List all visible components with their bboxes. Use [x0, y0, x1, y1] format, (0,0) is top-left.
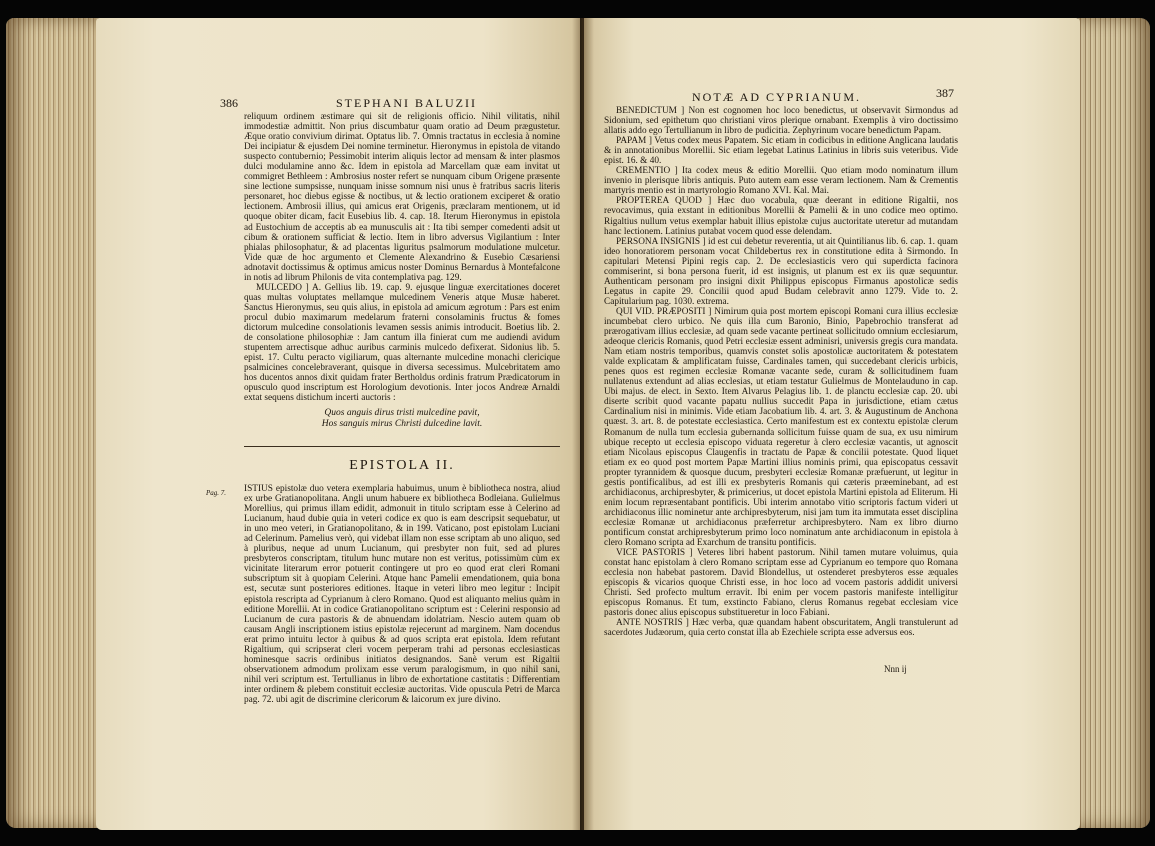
right-paragraph-2: PAPAM ] Vetus codex meus Papatem. Sic etiam in codicibus in editione Anglicana laudatis & in annotationibus Morellii. Sic etiam legebat Latinus Latinius in libris suis veteribus. Vide epist. 16. & 40. — [604, 136, 958, 167]
verse-line-2: Hos sanguis mirus Christi dulcedine lavit. — [321, 419, 483, 430]
left-page — [96, 18, 580, 830]
verse-couplet — [244, 408, 560, 430]
epistola-commentary — [244, 484, 560, 705]
right-paragraph-3: CREMENTIO ] Ita codex meus & editio Morellii. Quo etiam modo nominatum illum invenio in plerisque libris antiquis. Puto autem eam esse veram lectionem. Nam & Crementis martyris mentio est in martyrologio Romano XVI. Kal. Mai. — [604, 166, 958, 197]
left-paragraph-1: reliquum ordinem æstimare qui sit de religionis officio. Nihil vilitatis, nihil immodestiæ admittit. Non prius discumbatur quam oratio ad Deum prægustetur. Æque oratio convivium dirimat. Optatus lib. 7. Omnis tractatus in ecclesia à nomine Dei incipiatur & ejusdem Dei nomine terminetur. Hieronymus in epistola de vitando suspecto contubernio; Pessimobit interim aliquis lector ad mensam & inter plasmos dulci modulamine anno &c. Idem in epistola ad Marcellam quæ eam invitat ut commigret Bethleem : Ambrosius noster refert se nunquam cibum Origene præsente sine lectione sumpsisse, nunquam inisse somnum nisi unus è fratribus sacris literis personaret, hoc diebus egisse & noctibus, ut & lectio orationem exciperet & oratio lectionem. Ambrosii illius, qui amicus erat Origenis, præclaram mentionem, ut id quoque obiter dicam, facit Eusebius lib. 4. cap. 18. Iterum Hieronymus in epistola ad Eustochium de acceptis ab ea munusculis ait : Ita tibi semper comedenti adsit ut cibum & orationem sufficiat & lectio. Item in libro adversus Vigilantium : Inter phialas philosophatur, & ad placentas liguritus psalmorum modulatione mulcetur. Vide quæ de hoc argumento et Clemente Alexandrino & Eusebio Cæsariensi adnotavit doctissimus & optimus amicus noster Dominus Bernardus à Montefalcone in notis ad librum Philonis de vita contemplativa pag. 129. — [244, 112, 560, 283]
left-paragraph-2: MULCEDO ] A. Gellius lib. 19. cap. 9. ejusque linguæ exercitationes doceret quas multas voluptates mellamque mulcedinem Veneris atque Musæ haberet. Sanctus Hieronymus, seu quis alius, in epistola ad amicum ægrotum : Pars est enim procul dubio maximarum medelarum fraterni consolaminis fructus & fomes dictorum mulcedine consolationis levamen sessis animis introducit. Boetius lib. 2. de consolatione philosophiæ : Jam cantum illa finierat cum me audiendi avidum stupentem arrectisque adhuc auribus carminis mulcedo defixerat. Sidonius lib. 5. epist. 17. Cultu peracto vigiliarum, quas alternante mulcedine monachi clericique psalmicines concelebraverant, quisque in diversa secessimus. Mulcebritatem amo hos ducentos annos dixit quidam frater Bertholdus ordinis fratrum Prædicatorum in opusculo quod inscriptum est Horologium devotionis. Inter jocos Andreæ Arnaldi extat sequens distichum incerti auctoris : — [244, 282, 560, 404]
verse-line-1: Quos anguis dirus tristi mulcedine pavit, — [324, 408, 480, 419]
left-notes-block — [244, 112, 560, 436]
right-paragraph-1: BENEDICTUM ] Non est cognomen hoc loco benedictus, ut observavit Sirmondus ad Sidonium, sed epithetum quo christiani viros plerique ornabant. Exemplis à viro doctissimo allatis addo ego Tertullianum in libro de pudicitia. Zephyrinum vocare benedictum Papam. — [604, 106, 958, 137]
right-page-edges — [1078, 18, 1150, 828]
right-paragraph-6: QUI VID. PRÆPOSITI ] Nimirum quia post mortem episcopi Romani cura illius ecclesiæ incumbebat clero urbico. Ne quis illa cum Baronio, Binio, Papebrochio transferat ad prærogativam illius ecclesiæ, ad quam sede vacante pertineat sollicitudo omnium ecclesiarum, adeoque clericis Romanis, quod Petri ecclesiæ essent adminisri, universis gregis cura mandata. Nam etiam nostris temporibus, quamvis constet solis apostolicæ auctoritatem & potestatem valde explicatam & amplificatam fuisse, Cardinales tamen, qui succedebant clericis urbicis, penes quos est regimen ecclesiæ Romanæ vacante sede, curam & sollicitudinem fuam nullatenus extendunt ad alias ecclesias, ut etiam testatur Gulielmus de Montelauduno in cap. Ubi majus. de elect. in Sexto. Item Alvarus Pelagius lib. 1. de planctu ecclesiæ cap. 20. ubi diserte scribit quod vacante papatu nullius succedit Papa in jurisdictione, etiam cætus Cardinalium nisi in minimis. Vide etiam Jacobatium lib. 4. art. 3. & Augustinum de Anchona quæst. 3. art. 8. de potestate ecclesiastica. Certo manifestum est ex contextu epistolæ clerum Romanum de nulla tum ecclesia gubernanda sollicitum fuisse quam de sua, ex usu nimirum ubique recepto ut ecclesia episcopo viduata regeretur à clero ecclesiæ vacantis, ut agnoscit etiam Nicolaus episcopus Claugenfis in tractatu de Papæ & concilii potestate. Quod liquet etiam ex eo quod post mortem Papæ Martini illius nominis primi, qua episcopatus cessavit propter tyrannidem & quosque ducum, presbyteri ecclesiæ Romanæ præfuerunt, ut legitur in gestis pontificalibus, ad est illi ex presbyteris Romanis qui cæteris præeminebant, ad est archidiaconus, archipresbyter, & primicerius, ut docet epistola Martini epistola ad Eliterum. Hi enim locum repræsentabant pontificis. Ubi interim annotabo vitio scriptoris factum videri ut archidiaconus illic nominetur ante archipresbyterum, nisi jam tum ita immutata esset disciplina ecclesiæ Romanæ ut archidiaconus præferretur archipresbytero. Nam ex libro diurno pontificum constat archipresbyterum primo loco nominatum ante archidiaconum in epistola à clero Romano scripta ad Exarchum de transitu pontificis. — [604, 306, 958, 549]
right-paragraph-4: PROPTEREA QUOD ] Hæc duo vocabula, quæ deerant in editione Rigaltii, nos revocavimus, quia exstant in editionibus Morellii & Pamelii & in uno codice meo optimo. Rigaltius nullum vetus exemplar habuit illius epistolæ cujus auctoritate uteretur ad mutandam hanc lectionem. Latinius putabat vocem quod esse delendam. — [604, 196, 958, 237]
right-page-number: 387 — [936, 86, 954, 100]
margin-note: Pag. 7. — [206, 489, 227, 497]
left-page-edges — [6, 18, 102, 828]
book-gutter — [572, 18, 594, 830]
right-page — [584, 18, 1080, 830]
left-page-number: 386 — [220, 96, 238, 110]
chapter-heading: EPISTOLA II. — [349, 458, 455, 473]
right-paragraph-5: PERSONA INSIGNIS ] id est cui debetur reverentia, ut ait Quintilianus lib. 6. cap. 1. quam ideo honoratiorem personam vocat Childebertus rex in constitutione edita à Sirmondo. In capitulari Metensi Pipini regis cap. 2. De ecclesiasticis vero qui superdicta facinora commiserint, si bona persona fuerit, id est insignis, ut planum est ex iis quæ sequuntur. Authenticam personam pro insigni dixit Philippus episcopus Firmanus apostolicæ sedis Legatus in capite 29. Concilii quod apud Budam celebravit anno 1279. Vide to. 2. Capitularium pag. 1030. extrema. — [604, 236, 958, 307]
left-running-title: STEPHANI BALUZII — [336, 96, 477, 110]
section-rule — [244, 446, 560, 447]
right-running-title: NOTÆ AD CYPRIANUM. — [692, 90, 862, 104]
right-paragraph-7: VICE PASTORIS ] Veteres libri habent pastorum. Nihil tamen mutare voluimus, quia constat hanc epistolam à clero Romano scriptam esse ad Cyprianum eo tempore quo Romana ecclesia non habebat pastorem. David Blondellus, ut ostenderet presbyteros esse æquales episcopis & vicarios quoque Christi esse, in hoc loco ad vocem pastoris addidit universi Christi. Sed profecto multum erravit. Ibi enim per vocem pastoris manifeste intelligitur episcopus Romanus. Et tum, exstincto Fabiano, clerus Romanus regebat ecclesiam vice pastoris donec alius episcopus substitueretur in loco Fabiani. — [604, 548, 958, 619]
right-notes-block — [604, 106, 958, 638]
right-paragraph-8: ANTE NOSTRIS ] Hæc verba, quæ quandam habent obscuritatem, Angli transtulerunt ad sacerdotes Judæorum, quia certo constat illa ab Ezechiele scripta esse adversus eos. — [604, 618, 958, 639]
signature-mark: Nnn ij — [884, 664, 907, 674]
epistola-paragraph: ISTIUS epistolæ duo vetera exemplaria habuimus, unum è bibliotheca nostra, aliud ex urbe Gratianopolitana. Angli unum habuere ex bibliotheca Bodleiana. Gulielmus Morellius, qui primus illam edidit, admonuit in titulo scriptam esse à Celerino ad Lucianum, haud dubie quia in veteri codice ex quo is eam descripsit sequebatur, ut in uno meo veteri, in Gratianopolitano, & in 199. Vaticano, post epistolam Luciani ad Celerinum. Pamelius verò, qui videbat illam non esse scriptam ab uno aliquo, sed à pluribus, neque ad unum Lucianum, qui presbyter non fuit, sed ad plures presbyteros conscriptam, titulum hunc mutare non est veritus, potissimùm cùm ex vicinitate literarum error potuerit contingere ut pro eo quod erat cleri Romani subscriptum sit à quopiam Celerini. Atque hanc Pamelii emendationem, quia bona est, secutæ sunt posteriores editiones. Itaque in veteri libro meo legitur : Incipit epistola rescripta ad Cyprianum à clero Romano. Quod est aliquanto melius quàm in editione Morellii. At in codice Gratianopolitano scriptum est : Celerini responsio ad Lucianum de cura pastoris & de abnuendam idolatriam. Nescio autem quam ob causam Angli inscriptionem istius epistolæ rejecerunt ad marginem. Nam docendus erat primo intuitu lector à quibus & ad quos scripta erat epistola. Idem refutant Rigaltium, qui scripserat cleri vocem perperam trahi ad personas ecclesiasticas hominesque sacris ordinibus initiatos designandos. Sanè verum est Rigaltii observationem admodum prolixam esse verum paralogismum, in quo nihil sani, nihil veri scriptum est. Tertullianus in libro de exhortatione castitatis : Differentiam inter ordinem & plebem constituit ecclesiæ auctoritas. Vide opuscula Petri de Marca pag. 72. ubi agit de discrimine clericorum & laicorum ex jure divino. — [244, 484, 560, 705]
